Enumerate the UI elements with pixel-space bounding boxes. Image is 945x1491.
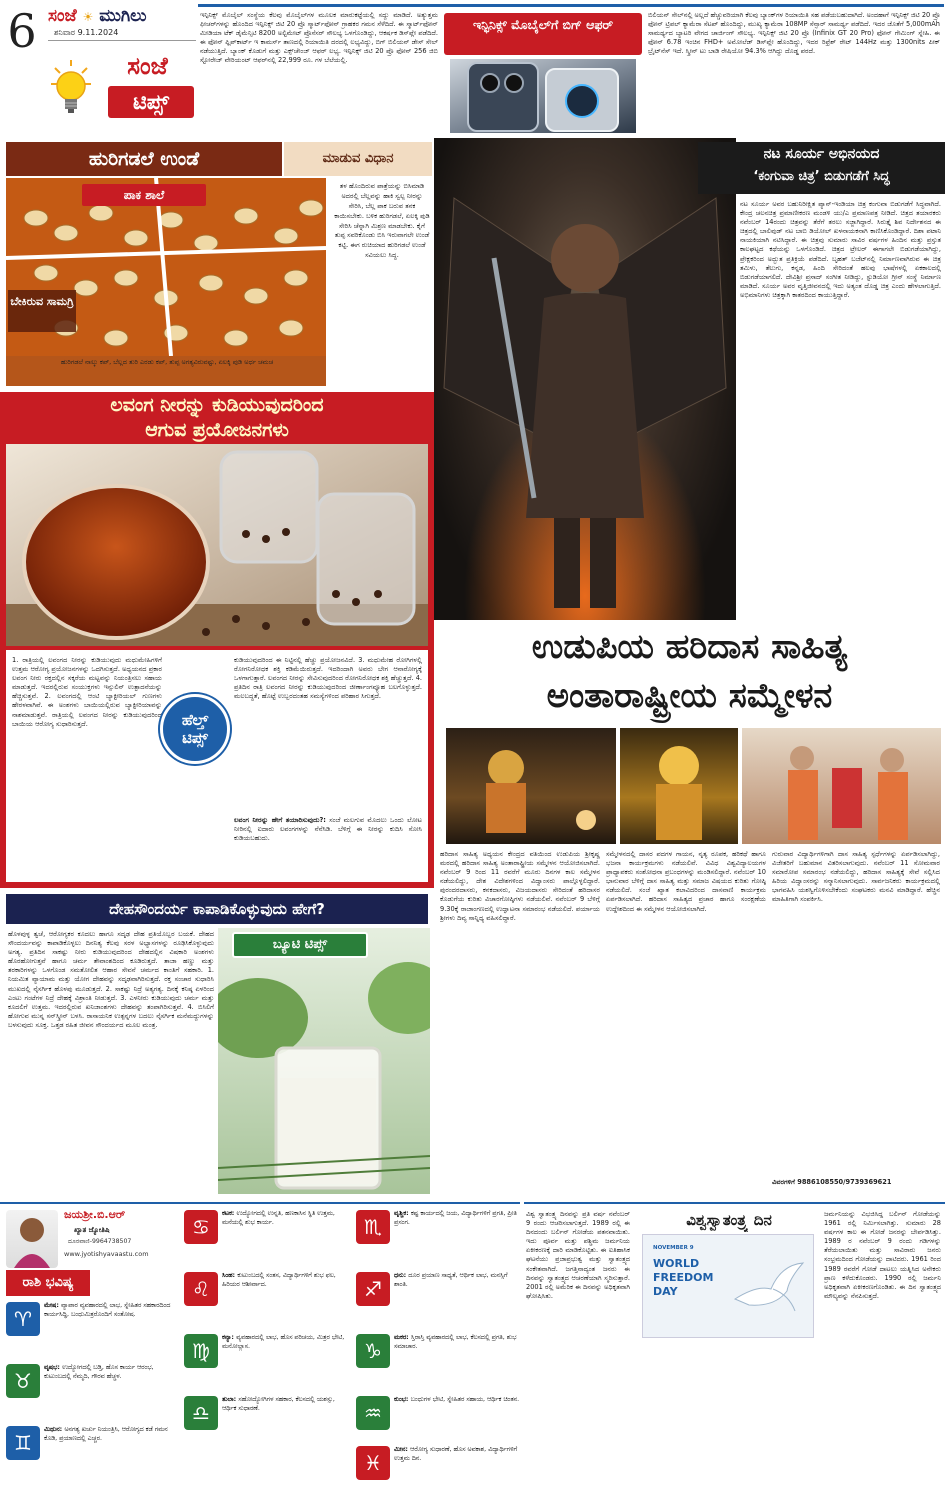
- zodiac-text: [222, 1334, 350, 1388]
- freedom-card-line4: DAY: [653, 1285, 678, 1298]
- recipe-badge-text: ಪಾಕ ಶಾಲೆ: [123, 188, 165, 202]
- ingredients-label: ಬೇಕಿರುವ ಸಾಮಗ್ರಿ: [10, 295, 74, 308]
- coconut-water-photo: [218, 928, 430, 1194]
- kanguva-text: ನಟ ಸೂರ್ಯ ಅವರ ಬಹುನಿರೀಕ್ಷಿತ ಪ್ಯಾನ್-ಇಂಡಿಯಾ ಚಿತ್ರ ಕಂಗುವಾ ಬಿಡುಗಡೆಗೆ ಸಿದ್ಧವಾಗಿದೆ. ಕೇಂದ್ರ ಚಲನಚಿತ್ರ ಪ್ರಮಾಣೀಕರಣ ಮಂಡಳಿ ಯು/ಎ ಪ್ರಮಾಣಪತ್ರ ನೀಡಿದೆ. ಚಿತ್ರದ ತಯಾರಕರು ನವೆಂಬರ್ 14ರಂದು ಚಿತ್ರವನ್ನು ತೆರೆಗೆ ತರಲು ಸಜ್ಜಾಗಿದ್ದಾರೆ. ಸಿರುತ್ತೈ ಶಿವ ನಿರ್ದೇಶನದ ಈ ಚಿತ್ರದಲ್ಲಿ ಬಾಲಿವುಡ್ ನಟ ಬಾಬಿ ಡಿಯೋಲ್ ಖಳನಾಯಕನಾಗಿ ಕಾಣಿಸಿಕೊಂಡಿದ್ದಾರೆ. ದಿಶಾ ಪಟಾನಿ ನಾಯಕಿಯಾಗಿ ನಟಿಸಿದ್ದಾರೆ. ಈ ಚಿತ್ರವು ಸುಮಾರು ಸಾವಿರ ವರ್ಷಗಳ ಹಿಂದಿನ ಮತ್ತು ಪ್ರಸ್ತುತ ಕಾಲಘಟ್ಟದ ಕಥೆಯನ್ನು ಒಳಗೊಂಡಿದೆ. ಚಿತ್ರದ ಟ್ರೇಲರ್ ಈಗಾಗಲೇ ಬಿಡುಗಡೆಯಾಗಿದ್ದು, ಪ್ರೇಕ್ಷಕರಿಂದ ಅದ್ಭುತ ಪ್ರತಿಕ್ರಿಯೆ ಪಡೆದಿದೆ. ಬೃಹತ್ ಬಜೆಟ್‌ನಲ್ಲಿ ನಿರ್ಮಾಣವಾಗಿರುವ ಈ ಚಿತ್ರ ತಮಿಳು, ತೆಲುಗು, ಕನ್ನಡ, ಹಿಂದಿ ಸೇರಿದಂತೆ ಹಲವು ಭಾಷೆಗಳಲ್ಲಿ ಏಕಕಾಲದಲ್ಲಿ ಬಿಡುಗಡೆಯಾಗಲಿದೆ. ದೇವಿಶ್ರೀ ಪ್ರಸಾದ್ ಸಂಗೀತ ನೀಡಿದ್ದು, ಸ್ಟುಡಿಯೋ ಗ್ರೀನ್ ಸಂಸ್ಥೆ ನಿರ್ಮಾಣ ಮಾಡಿದೆ. ಸೂರ್ಯ ಅವರ ವೃತ್ತಿಜೀವನದಲ್ಲಿ ಇದು ಅತ್ಯಂತ ದೊಡ್ಡ ಚಿತ್ರ ಎಂದು ಹೇಳಲಾಗುತ್ತಿದೆ. ಅಭಿಮಾನಿಗಳು ಚಿತ್ರಕ್ಕಾಗಿ ಕಾತರದಿಂದ ಕಾಯುತ್ತಿದ್ದಾರೆ.: [740, 200, 941, 299]
- zodiac-prediction: ಅನಗತ್ಯ ಖರ್ಚು ನಿಯಂತ್ರಿಸಿ, ಆರೋಗ್ಯದ ಕಡೆ ಗಮನ ಕೊಡಿ, ಪ್ರಯಾಣದಲ್ಲಿ ಎಚ್ಚರ.: [44, 1426, 168, 1442]
- beauty-article: [0, 892, 434, 1198]
- zodiac-name: ಧನು:: [394, 1272, 409, 1279]
- zodiac-prediction: ಆರೋಗ್ಯ ಸುಧಾರಣೆ, ಹೊಸ ಅವಕಾಶ, ವಿದ್ಯಾರ್ಥಿಗಳಿಗೆ ಉತ್ತಮ ದಿನ.: [394, 1446, 518, 1462]
- recipe-article: [0, 140, 434, 386]
- clove-how-to: [234, 816, 422, 878]
- udupi-headline: [434, 622, 945, 724]
- astrologer-phone: ದೂರವಾಣಿ-9964738507: [68, 1238, 132, 1245]
- zodiac-text: [394, 1396, 520, 1450]
- zodiac-prediction: ಕುಟುಂಬದಲ್ಲಿ ಸಂತಸ, ವಿದ್ಯಾರ್ಥಿಗಳಿಗೆ ಶುಭ ಫಲ, ಹಿರಿಯರ ಆಶೀರ್ವಾದ.: [222, 1272, 336, 1288]
- section-title: ಸಂಜೆ: [127, 52, 168, 80]
- recipe-badge: [82, 184, 206, 206]
- section-title-badge: [108, 86, 194, 118]
- masthead-rule: [48, 40, 196, 41]
- beauty-text: ಹೊಳಪುಳ್ಳ ತ್ವಚೆ, ಆರೋಗ್ಯಕರ ಕೂದಲು ಹಾಗೂ ಸದೃಢ ದೇಹ ಪ್ರತಿಯೊಬ್ಬರ ಬಯಕೆ. ದೇಹದ ಸೌಂದರ್ಯವನ್ನು ಕಾಪಾಡಿಕೊಳ್ಳಲು ದಿನನಿತ್ಯ ಕೆಲವು ಸರಳ ಅಭ್ಯಾಸಗಳನ್ನು ರೂಢಿಸಿಕೊಳ್ಳುವುದು ಅಗತ್ಯ. ಪ್ರತಿದಿನ ಸಾಕಷ್ಟು ನೀರು ಕುಡಿಯುವುದರಿಂದ ದೇಹದಲ್ಲಿನ ವಿಷಕಾರಿ ಅಂಶಗಳು ಹೊರಹೋಗುತ್ತವೆ ಹಾಗೂ ಚರ್ಮ ತೇವಾಂಶದಿಂದ ಕೂಡಿರುತ್ತದೆ. ತಾಜಾ ಹಣ್ಣು ಮತ್ತು ತರಕಾರಿಗಳನ್ನು ಒಳಗೊಂಡ ಸಮತೋಲಿತ ಆಹಾರ ಸೇವನೆ ಚರ್ಮದ ಕಾಂತಿಗೆ ಸಹಕಾರಿ. 1. ನಿಯಮಿತ ವ್ಯಾಯಾಮ ಮತ್ತು ಯೋಗ ದೇಹವನ್ನು ಸದೃಢವಾಗಿರಿಸುತ್ತದೆ. ರಕ್ತ ಸಂಚಾರ ಸುಧಾರಿಸಿ ಮುಖದಲ್ಲಿ ನೈಸರ್ಗಿಕ ಹೊಳಪು ಮೂಡುತ್ತದೆ. 2. ಸಾಕಷ್ಟು ನಿದ್ರೆ ಅತ್ಯಗತ್ಯ. ದಿನಕ್ಕೆ ಕನಿಷ್ಠ ಏಳರಿಂದ ಎಂಟು ಗಂಟೆಗಳ ನಿದ್ರೆ ದೇಹಕ್ಕೆ ವಿಶ್ರಾಂತಿ ನೀಡುತ್ತದೆ. 3. ಎಳನೀರು ಕುಡಿಯುವುದು ಚರ್ಮ ಮತ್ತು ಕೂದಲಿಗೆ ಉತ್ತಮ. ಇದರಲ್ಲಿರುವ ಖನಿಜಾಂಶಗಳು ದೇಹವನ್ನು ತಂಪಾಗಿರಿಸುತ್ತವೆ. 4. ಬಿಸಿಲಿಗೆ ಹೋಗುವ ಮುನ್ನ ಸನ್‌ಸ್ಕ್ರೀನ್ ಬಳಸಿ. ರಾಸಾಯನಿಕ ಉತ್ಪನ್ನಗಳ ಬದಲು ನೈಸರ್ಗಿಕ ಮನೆಮದ್ದುಗಳನ್ನು ಬಳಸುವುದು ಸೂಕ್ತ. ಒತ್ತಡ ರಹಿತ ಜೀವನ ಸೌಂದರ್ಯದ ಮೂಲ ಮಂತ್ರ.: [8, 930, 214, 1029]
- issue-date: ಶನಿವಾರ 9.11.2024: [54, 28, 119, 37]
- zodiac-sign-row: [184, 1208, 352, 1266]
- kanguva-article: [434, 138, 945, 620]
- zodiac-name: ಕುಂಭ:: [394, 1396, 411, 1403]
- zodiac-name: ಮೀನ:: [394, 1446, 411, 1453]
- phone-image: [450, 59, 636, 133]
- zodiac-prediction: ವ್ಯಾಪಾರ ವ್ಯವಹಾರದಲ್ಲಿ ಲಾಭ, ಸ್ನೇಹಿತರ ಸಹಕಾರದಿಂದ ಕಾರ್ಯಸಿದ್ಧಿ, ಬಂಧುಮಿತ್ರರೊಂದಿಗೆ ಸಂತೋಷ.: [44, 1302, 171, 1318]
- udupi-col1: ಹರಿದಾಸ ಸಾಹಿತ್ಯ ಅಧ್ಯಯನ ಕೇಂದ್ರದ ವತಿಯಿಂದ ಉಡುಪಿಯ ಶ್ರೀಕೃಷ್ಣ ಮಠದಲ್ಲಿ ಹರಿದಾಸ ಸಾಹಿತ್ಯ ಅಂತಾರಾಷ್ಟ್ರೀಯ ಸಮ್ಮೇಳನ ಆಯೋಜಿಸಲಾಗಿದೆ. ನವೆಂಬರ್ 9 ರಿಂದ 11 ರವರೆಗೆ ಮೂರು ದಿನಗಳ ಕಾಲ ಸಮ್ಮೇಳನ ನಡೆಯಲಿದ್ದು, ದೇಶ ವಿದೇಶಗಳಿಂದ ವಿದ್ವಾಂಸರು ಪಾಲ್ಗೊಳ್ಳಲಿದ್ದಾರೆ. ಪುರಂದರದಾಸರು, ಕನಕದಾಸರು, ವಿಜಯದಾಸರು ಸೇರಿದಂತೆ ಹರಿದಾಸರ ಕೊಡುಗೆಯ ಕುರಿತು ವಿಚಾರಗೋಷ್ಠಿಗಳು ನಡೆಯಲಿವೆ. ನವೆಂಬರ್ 9 ಬೆಳಿಗ್ಗೆ 9.30ಕ್ಕೆ ರಾಜಾಂಗಣದಲ್ಲಿ ಉದ್ಘಾಟನಾ ಸಮಾರಂಭ ನಡೆಯಲಿದೆ. ಪರ್ಯಾಯ ಶ್ರೀಗಳು ದಿವ್ಯ ಸಾನ್ನಿಧ್ಯ ವಹಿಸಲಿದ್ದಾರೆ.: [440, 850, 600, 922]
- recipe-ingredients: ಹುರಿಗಡಲೆ ನಾಲ್ಕು ಕಪ್, ಬೆಲ್ಲದ ತುರಿ ಎರಡು ಕಪ್, ತುಪ್ಪ ಅಗತ್ಯವಿರುವಷ್ಟು, ಏಲಕ್ಕಿ ಪುಡಿ ಅರ್ಧ ಚಮಚ: [60, 358, 274, 366]
- zodiac-prediction: ಉದ್ಯೋಗದಲ್ಲಿ ಉನ್ನತಿ, ಹಣಕಾಸಿನ ಸ್ಥಿತಿ ಉತ್ತಮ, ಮನೆಯಲ್ಲಿ ಶುಭ ಕಾರ್ಯ.: [222, 1210, 335, 1226]
- zodiac-sign-row: [184, 1270, 352, 1328]
- health-tips-line1: ಹೆಲ್ತ್: [181, 711, 209, 729]
- infinix-right-text: ಬಿಲಿಯನ್ ಸೇಲ್‌ನಲ್ಲಿ ಅಲ್ಲದೆ ಹೆಚ್ಚುವರಿಯಾಗಿ ಕೆಲವು ಬ್ಯಾಂಕ್‌ಗಳ ರಿಯಾಯಿತಿ ಸಹ ಪಡೆಯಬಹುದಾಗಿದೆ. ಅಂದಹಾಗೆ ಇನ್ಫಿನಿಕ್ಸ್ ಜಿಟಿ 20 ಪ್ರೊ ಫೋನ್ ಟ್ರಿಪಲ್ ಕ್ಯಾಮೆರಾ ಸೆಟಪ್ ಹೊಂದಿದ್ದು, ಮುಖ್ಯ ಕ್ಯಾಮೆರಾ 108MP ಸೆನ್ಸಾರ್ ಸಾಮರ್ಥ್ಯ ಪಡೆದಿದೆ. ಇದರ ಜೊತೆಗೆ 5,000mAh ಸಾಮರ್ಥ್ಯದ ಬ್ಯಾಟರಿ ವೇಗದ ಚಾರ್ಜಿಂಗ್ ಸೌಲಭ್ಯ. ಇನ್ಫಿನಿಕ್ಸ್ ಜಿಟಿ 20 ಪ್ರೊ (Infinix GT 20 Pro) ಫೋನ್ ಗೇಮಿಂಗ್ ಸ್ನೇಹಿ. ಈ ಫೋನ್ 6.78 ಇಂಚಿನ FHD+ ಅಮೋಲೆಡ್ ಡಿಸ್‌ಪ್ಲೇ ಹೊಂದಿದ್ದು, ಇದರ ರಿಫ್ರೆಶ್ ರೇಟ್ 144Hz ಮತ್ತು 1300nits ಪೀಕ್ ಬ್ರೈಟ್‌ನೆಸ್ ಇದೆ. ಸ್ಕ್ರೀನ್ ಟು ಬಾಡಿ ರೇಷಿಯೋ 94.3% ಆಗಿದ್ದು ದೊಡ್ಡ ಪರದೆ.: [648, 11, 940, 56]
- zodiac-prediction: ಉದ್ಯೋಗದಲ್ಲಿ ಬಡ್ತಿ, ಹೊಸ ಕಾರ್ಯ ಆರಂಭ, ಕುಟುಂಬದಲ್ಲಿ ನೆಮ್ಮದಿ, ಗೌರವ ಹೆಚ್ಚಳ.: [44, 1364, 154, 1380]
- kanguva-headline-box: [698, 142, 945, 194]
- clove-how-to-label: ಲವಂಗ ನೀರನ್ನು ಹೇಗೆ ತಯಾರಿಸುವುದು?:: [234, 816, 326, 824]
- udupi-photo-1: [446, 728, 616, 844]
- zodiac-name: ವೃಶ್ಚಿಕ:: [394, 1210, 411, 1217]
- freedom-card-line3: FREEDOM: [653, 1271, 714, 1284]
- zodiac-text: [44, 1302, 176, 1356]
- udupi-photo-3: [742, 728, 941, 844]
- astrologer-website: www.jyotishyavaastu.com: [64, 1250, 149, 1258]
- section-title-2: ಟಿಪ್ಸ್: [133, 90, 169, 114]
- freedom-card-line2: WORLD: [653, 1257, 700, 1270]
- clove-headline-line1: ಲವಂಗ ನೀರನ್ನು ಕುಡಿಯುವುದರಿಂದ: [110, 394, 324, 416]
- clove-photo: [6, 444, 428, 646]
- freedom-article: [524, 1202, 945, 1491]
- zodiac-text: [394, 1272, 520, 1326]
- freedom-card: [642, 1234, 814, 1338]
- clove-col1: 1. ರಾತ್ರಿಯಲ್ಲಿ ಲವಂಗದ ನೀರನ್ನು ಕುಡಿಯುವುದು ಮಧುಮೇಹಿಗಳಿಗೆ ಉತ್ತಮ ಆರೋಗ್ಯ ಪ್ರಯೋಜನಗಳನ್ನು ಒದಗಿಸುತ್ತದೆ. ಅಧ್ಯಯನದ ಪ್ರಕಾರ ಲವಂಗ ನೀರು ರಕ್ತದಲ್ಲಿನ ಸಕ್ಕರೆಯ ಮಟ್ಟವನ್ನು ನಿಯಂತ್ರಿಸಲು ಸಹಾಯ ಮಾಡುತ್ತದೆ. ಇದರಲ್ಲಿರುವ ಸಂಯುಕ್ತಗಳು ಇನ್ಸುಲಿನ್ ಉತ್ಪಾದನೆಯನ್ನು ಹೆಚ್ಚಿಸುತ್ತವೆ. 2. ಲವಂಗದಲ್ಲಿ ಆಂಟಿ ಬ್ಯಾಕ್ಟೀರಿಯಲ್ ಗುಣಗಳು ಹೇರಳವಾಗಿವೆ. ಈ ಅಂಶಗಳು ಬಾಯಿಯಲ್ಲಿರುವ ಬ್ಯಾಕ್ಟೀರಿಯಾವನ್ನು ನಾಶಮಾಡುತ್ತವೆ. ರಾತ್ರಿಯಲ್ಲಿ ಲವಂಗದ ನೀರನ್ನು ಕುಡಿಯುವುದರಿಂದ ಬಾಯಿಯ ಆರೋಗ್ಯ ಸುಧಾರಿಸುತ್ತದೆ.: [12, 656, 162, 728]
- udupi-headline-line2: ಅಂತಾರಾಷ್ಟ್ರೀಯ ಸಮ್ಮೇಳನ: [546, 676, 833, 716]
- astrology-section: [0, 1202, 520, 1491]
- zodiac-sign-row: [6, 1424, 178, 1482]
- beauty-tips-badge: [232, 932, 368, 958]
- udupi-col2: ಸಮ್ಮೇಳನದಲ್ಲಿ ದಾಸರ ಪದಗಳ ಗಾಯನ, ನೃತ್ಯ ರೂಪಕ, ಹರಿಕಥೆ ಹಾಗೂ ಭಜನಾ ಕಾರ್ಯಕ್ರಮಗಳು ನಡೆಯಲಿವೆ. ವಿವಿಧ ವಿಶ್ವವಿದ್ಯಾಲಯಗಳ ಪ್ರಾಧ್ಯಾಪಕರು ಸಂಶೋಧನಾ ಪ್ರಬಂಧಗಳನ್ನು ಮಂಡಿಸಲಿದ್ದಾರೆ. ನವೆಂಬರ್ 10 ಭಾನುವಾರ ಬೆಳಿಗ್ಗೆ ದಾಸ ಸಾಹಿತ್ಯ ಮತ್ತು ಸಮಾಜ ವಿಷಯದ ಕುರಿತು ಗೋಷ್ಠಿ ನಡೆಯಲಿದೆ. ಸಂಜೆ ಖ್ಯಾತ ಕಲಾವಿದರಿಂದ ದಾಸವಾಣಿ ಕಾರ್ಯಕ್ರಮ ಏರ್ಪಡಿಸಲಾಗಿದೆ. ಹರಿದಾಸ ಸಾಹಿತ್ಯದ ಪ್ರಚಾರ ಹಾಗೂ ಸಂರಕ್ಷಣೆಯ ಉದ್ದೇಶದಿಂದ ಈ ಸಮ್ಮೇಳನ ಆಯೋಜಿಸಲಾಗಿದೆ.: [606, 850, 766, 913]
- zodiac-icon: ♓: [356, 1446, 390, 1480]
- zodiac-text: [394, 1210, 520, 1264]
- zodiac-text: [44, 1364, 176, 1418]
- zodiac-prediction: ವ್ಯವಹಾರದಲ್ಲಿ ಲಾಭ, ಹೊಸ ಪರಿಚಯ, ಮಿತ್ರರ ಭೇಟಿ, ಮನೋಲ್ಲಾಸ.: [222, 1334, 345, 1350]
- zodiac-name: ಮಿಥುನ:: [44, 1426, 65, 1433]
- zodiac-prediction: ಸ್ತಿರಾಸ್ತಿ ವ್ಯವಹಾರದಲ್ಲಿ ಲಾಭ, ಕೆಲಸದಲ್ಲಿ ಪ್ರಗತಿ, ಶುಭ ಸಮಾಚಾರ.: [394, 1334, 517, 1350]
- horoscope-grid: [0, 1204, 520, 1491]
- udupi-col3: ಗುರುವಾರ ವಿದ್ಯಾರ್ಥಿಗಳಿಗಾಗಿ ದಾಸ ಸಾಹಿತ್ಯ ಸ್ಪರ್ಧೆಗಳನ್ನು ಏರ್ಪಡಿಸಲಾಗಿದ್ದು, ವಿಜೇತರಿಗೆ ಬಹುಮಾನ ವಿತರಿಸಲಾಗುವುದು. ನವೆಂಬರ್ 11 ಸೋಮವಾರ ಸಮಾರೋಪ ಸಮಾರಂಭ ನಡೆಯಲಿದ್ದು, ಹರಿದಾಸ ಸಾಹಿತ್ಯಕ್ಕೆ ಸೇವೆ ಸಲ್ಲಿಸಿದ ಹಿರಿಯ ವಿದ್ವಾಂಸರನ್ನು ಸನ್ಮಾನಿಸಲಾಗುವುದು. ಸಾರ್ವಜನಿಕರು ಕಾರ್ಯಕ್ರಮದಲ್ಲಿ ಭಾಗವಹಿಸಿ ಯಶಸ್ವಿಗೊಳಿಸಬೇಕೆಂದು ಸಂಘಟಕರು ಮನವಿ ಮಾಡಿದ್ದಾರೆ. ಹೆಚ್ಚಿನ ಮಾಹಿತಿಗಾಗಿ ಸಂಪರ್ಕಿಸಿ.: [772, 850, 940, 904]
- zodiac-sign-row: [6, 1300, 178, 1358]
- udupi-photo-2: [620, 728, 738, 844]
- astrologer-title: ಖ್ಯಾತ ಜ್ಯೋತಿಷಿ: [74, 1226, 110, 1234]
- zodiac-text: [222, 1210, 350, 1264]
- zodiac-sign-row: [184, 1332, 352, 1390]
- beauty-headline-box: [6, 894, 428, 924]
- zodiac-icon: ♏: [356, 1210, 390, 1244]
- health-tips-line2: ಟಿಪ್ಸ್: [182, 729, 208, 747]
- freedom-col1: ವಿಶ್ವ ಸ್ವಾತಂತ್ರ್ಯ ದಿನವನ್ನು ಪ್ರತಿ ವರ್ಷ ನವೆಂಬರ್ 9 ರಂದು ಆಚರಿಸಲಾಗುತ್ತದೆ. 1989 ರಲ್ಲಿ ಈ ದಿನದಂದು ಬರ್ಲಿನ್ ಗೋಡೆಯ ಪತನವಾಯಿತು. ಇದು ಪೂರ್ವ ಮತ್ತು ಪಶ್ಚಿಮ ಜರ್ಮನಿಯ ಏಕೀಕರಣಕ್ಕೆ ದಾರಿ ಮಾಡಿಕೊಟ್ಟಿತು. ಈ ಐತಿಹಾಸಿಕ ಘಟನೆಯು ಪ್ರಜಾಪ್ರಭುತ್ವ ಮತ್ತು ಸ್ವಾತಂತ್ರ್ಯದ ಸಂಕೇತವಾಗಿದೆ. ಜಗತ್ತಿನಾದ್ಯಂತ ಜನರು ಈ ದಿನವನ್ನು ಸ್ವಾತಂತ್ರ್ಯದ ಆಚರಣೆಯಾಗಿ ಸ್ಮರಿಸುತ್ತಾರೆ. 2001 ರಲ್ಲಿ ಅಮೆರಿಕ ಈ ದಿನವನ್ನು ಅಧಿಕೃತವಾಗಿ ಘೋಷಿಸಿತು.: [526, 1210, 630, 1300]
- zodiac-icon: ♌: [184, 1272, 218, 1306]
- zodiac-name: ಕನ್ಯಾ:: [222, 1334, 237, 1341]
- zodiac-icon: ♉: [6, 1364, 40, 1398]
- paper-name: [48, 6, 198, 28]
- recipe-method: ತಳ ಹೊಂದಿರುವ ಪಾತ್ರೆಯನ್ನು ಬಿಸಿಮಾಡಿ ಅದರಲ್ಲಿ ಬೆಲ್ಲವನ್ನು ಹಾಕಿ ಸ್ವಲ್ಪ ನೀರನ್ನು ಸೇರಿಸಿ, ಬೆಲ್ಲ ಪಾಕ ಬರುವ ತನಕ ಕಾಯಿಸಬೇಕು. ಬಳಿಕ ಹುರಿಗಡಲೆ, ಏಲಕ್ಕಿ ಪುಡಿ ಸೇರಿಸಿ ಚೆನ್ನಾಗಿ ಮಿಶ್ರಣ ಮಾಡಬೇಕು. ಕೈಗೆ ತುಪ್ಪ ಸವರಿಕೊಂಡು ಬಿಸಿ ಇರುವಾಗಲೇ ಉಂಡೆ ಕಟ್ಟಿ. ಈಗ ರುಚಿಯಾದ ಹುರಿಗಡಲೆ ಉಂಡೆ ಸವಿಯಲು ಸಿದ್ಧ.: [334, 182, 430, 260]
- horoscope-title: ರಾಶಿ ಭವಿಷ್ಯ: [22, 1275, 74, 1290]
- zodiac-sign-row: [356, 1208, 520, 1266]
- clove-col2: ಕುಡಿಯುವುದರಿಂದ ಈ ನಿಟ್ಟಿನಲ್ಲಿ ಹೆಚ್ಚು ಪ್ರಯೋಜನವಿದೆ. 3. ಮಧುಮೇಹ ರೋಗಿಗಳಲ್ಲಿ ರೋಗನಿರೋಧಕ ಶಕ್ತಿ ಕಡಿಮೆಯಿರುತ್ತದೆ. ಇದರಿಂದಾಗಿ ಅವರು ಬೇಗ ಆನಾರೋಗ್ಯಕ್ಕೆ ಒಳಗಾಗುತ್ತಾರೆ. ಲವಂಗದ ನೀರನ್ನು ಸೇವಿಸುವುದರಿಂದ ರೋಗನಿರೋಧಕ ಶಕ್ತಿ ಹೆಚ್ಚುತ್ತದೆ. 4. ಪ್ರತಿದಿನ ರಾತ್ರಿ ಲವಂಗದ ನೀರನ್ನು ಕುಡಿಯುವುದರಿಂದ ಜೀರ್ಣಾಂಗವ್ಯೂಹ ಬಲಗೊಳ್ಳುತ್ತದೆ. ಮಲಬದ್ಧತೆ, ಹೊಟ್ಟೆ ಉಬ್ಬರದಂತಹ ಸಮಸ್ಯೆಗಳಿಂದ ಪರಿಹಾರ ಸಿಗುತ್ತದೆ.: [234, 656, 422, 701]
- clove-how-to-text: ಸಂಜೆ ಮಲಗುವ ಮೊದಲು ಒಂದು ಲೋಟ ನೀರಿನಲ್ಲಿ ಐದಾರು ಲವಂಗಗಳನ್ನು ನೆನೆಸಿಡಿ. ಬೆಳಿಗ್ಗೆ ಈ ನೀರನ್ನು ಕುದಿಸಿ ಸೋಸಿ ಕುಡಿಯಬಹುದು.: [234, 816, 422, 843]
- clove-headline: [0, 392, 434, 444]
- freedom-card-date: NOVEMBER 9: [653, 1245, 694, 1251]
- astrologer-name: ಜಯಶ್ರೀ.ಬಿ.ಆರ್: [64, 1208, 126, 1221]
- sun-icon: ☀: [82, 10, 94, 24]
- paper-name-part1: ಸಂಜೆ: [48, 6, 77, 26]
- zodiac-prediction: ಕಷ್ಟ ಕಾರ್ಯದಲ್ಲಿ ಜಯ, ವಿದ್ಯಾರ್ಥಿಗಳಿಗೆ ಪ್ರಗತಿ, ಪ್ರೀತಿ ಪ್ರಸಂಗ.: [394, 1210, 517, 1226]
- recipe-method-tag: [284, 142, 432, 176]
- zodiac-icon: ♍: [184, 1334, 218, 1368]
- health-tips-badge: [160, 694, 230, 764]
- zodiac-icon: ♒: [356, 1396, 390, 1430]
- infinix-left-text: ಇನ್ಫಿನಿಕ್ಸ್ ಮೊಬೈಲ್ ಸಂಸ್ಥೆಯ ಕೆಲವು ಮೊಬೈಲ್‌ಗಳ ಮೂಲಕ ಮಾರುಕಟ್ಟೆಯಲ್ಲಿ ಸದ್ದು ಮಾಡಿದೆ. ಅತ್ಯುತ್ತಮ ಫೀಚರ್‌ಗಳನ್ನು ಹೊಂದಿದ ಇನ್ಫಿನಿಕ್ಸ್ ಜಿಟಿ 20 ಪ್ರೊ ಸ್ಮಾರ್ಟ್‌ಫೋನ್ ಗ್ರಾಹಕರ ಗಮನ ಸೆಳೆದಿದೆ. ಈ ಸ್ಮಾರ್ಟ್‌ಫೋನ್ ಮೀಡಿಯಾ ಟೆಕ್ ಡೈಮೆನ್ಸಿಟಿ 8200 ಅಲ್ಟಿಮೇಟ್ ಪ್ರೊಸೆಸರ್ ಸೌಲಭ್ಯ ಒಳಗೊಂಡಿದ್ದು, ಆಕರ್ಷಕ ಡಿಸ್‌ಪ್ಲೇ ಪಡೆದಿದೆ. ಈ ಫೋನ್ ಫ್ಲಿಪ್‌ಕಾರ್ಟ್ ಇ ಕಾಮರ್ಸ್ ತಾಣದಲ್ಲಿ ರಿಯಾಯಿತಿ ದರದಲ್ಲಿ ಲಭ್ಯವಿದ್ದು, ಬಿಗ್ ಬಿಲಿಯನ್ ಡೇಸ್ ಸೇಲ್ ನಡೆಯುತ್ತಿದೆ. ಬ್ಯಾಂಕ್ ಕೊಡುಗೆ ಮತ್ತು ಎಕ್ಸ್‌ಚೇಂಜ್ ಆಫರ್ ಲಭ್ಯ. ಇನ್ಫಿನಿಕ್ಸ್ ಜಿಟಿ 20 ಪ್ರೊ ಫೋನ್ 256 ಜಿಬಿ ಸ್ಟೋರೇಜ್ ವೇರಿಯಂಟ್ ಆಫರ್‌ನಲ್ಲಿ 22,999 ರೂ. ಗಳ ಬೆಲೆಯಲ್ಲಿ.: [200, 11, 438, 65]
- kanguva-headline-line2: ‘ಕಂಗುವಾ ಚಿತ್ರ’ ಬಿಡುಗಡೆಗೆ ಸಿದ್ಧ: [753, 169, 890, 184]
- bulb-icon: [50, 58, 92, 118]
- clove-headline-line2: ಆಗುವ ಪ್ರಯೋಜನಗಳು: [145, 419, 289, 441]
- zodiac-prediction: ಸಹೋದ್ಯೋಗಿಗಳ ಸಹಕಾರ, ಕೆಲಸದಲ್ಲಿ ಯಶಸ್ಸು, ಆರ್ಥಿಕ ಸುಧಾರಣೆ.: [222, 1396, 335, 1412]
- recipe-headline: ಹುರಿಗಡಲೆ ಉಂಡೆ: [88, 148, 200, 170]
- zodiac-sign-row: [6, 1362, 178, 1420]
- freedom-article-body: [636, 1342, 828, 1491]
- udupi-article: [434, 622, 945, 1198]
- dove-icon: [729, 1255, 809, 1325]
- zodiac-sign-row: [184, 1394, 352, 1452]
- zodiac-icon: ♈: [6, 1302, 40, 1336]
- zodiac-name: ಮಕರ:: [394, 1334, 411, 1341]
- zodiac-text: [222, 1272, 350, 1326]
- zodiac-name: ತುಲಾ:: [222, 1396, 239, 1403]
- zodiac-icon: ♐: [356, 1272, 390, 1306]
- udupi-contact: ವಿವರಗಳಿಗೆ 9886108550/9739369621: [772, 1178, 892, 1186]
- zodiac-icon: ♎: [184, 1396, 218, 1430]
- udupi-headline-line1: ಉಡುಪಿಯ ಹರಿದಾಸ ಸಾಹಿತ್ಯ: [531, 627, 848, 667]
- zodiac-name: ಮೇಷ:: [44, 1302, 62, 1309]
- page-number: 6: [7, 6, 37, 56]
- zodiac-name: ವೃಷಭ:: [44, 1364, 63, 1371]
- zodiac-sign-row: [356, 1444, 520, 1490]
- clove-article: [0, 392, 434, 888]
- ingredients-label-box: [8, 290, 76, 332]
- zodiac-text: [222, 1396, 350, 1450]
- kanguva-poster: [434, 138, 736, 620]
- zodiac-text: [44, 1426, 176, 1480]
- zodiac-icon: ♊: [6, 1426, 40, 1460]
- beauty-tips-badge-text: ಬ್ಯೂಟಿ ಟಿಪ್ಸ್: [272, 937, 328, 952]
- zodiac-text: [394, 1446, 520, 1490]
- zodiac-prediction: ದೂರ ಪ್ರಯಾಣ ಸಾಧ್ಯತೆ, ಆರ್ಥಿಕ ಲಾಭ, ಮನಸ್ಸಿಗೆ ಶಾಂತಿ.: [394, 1272, 508, 1288]
- zodiac-sign-row: [356, 1270, 520, 1328]
- beauty-headline: ದೇಹಸೌಂದರ್ಯ ಕಾಪಾಡಿಕೊಳ್ಳುವುದು ಹೇಗೆ?: [109, 900, 325, 918]
- infinix-headline: ಇನ್ಫಿನಿಕ್ಸ್ ಮೊಬೈಲ್‌ಗೆ ಬಿಗ್ ಆಫರ್: [472, 17, 614, 32]
- infinix-headline-box: [444, 13, 642, 55]
- infinix-article: [198, 4, 944, 134]
- zodiac-icon: ♑: [356, 1334, 390, 1368]
- zodiac-name: ಸಿಂಹ:: [222, 1272, 238, 1279]
- zodiac-sign-row: [356, 1332, 520, 1390]
- paper-name-part2: ಮುಗಿಲು: [99, 6, 147, 26]
- masthead: [0, 0, 200, 135]
- zodiac-prediction: ಬಂಧುಗಳ ಭೇಟಿ, ಸ್ನೇಹಿತರ ಸಹಾಯ, ಆರ್ಥಿಕ ಚಿಂತನ.: [410, 1396, 520, 1403]
- kanguva-headline-line1: ನಟ ಸೂರ್ಯ ಅಭಿನಯದ: [763, 146, 880, 162]
- recipe-headline-box: [6, 142, 282, 176]
- zodiac-icon: ♋: [184, 1210, 218, 1244]
- recipe-method-tag-text: ಮಾಡುವ ವಿಧಾನ: [322, 151, 394, 166]
- freedom-col2: ಜರ್ಮನಿಯನ್ನು ವಿಭಜಿಸಿದ್ದ ಬರ್ಲಿನ್ ಗೋಡೆಯನ್ನು 1961 ರಲ್ಲಿ ನಿರ್ಮಿಸಲಾಗಿತ್ತು. ಸುಮಾರು 28 ವರ್ಷಗಳ ಕಾಲ ಈ ಗೋಡೆ ಜನರನ್ನು ಬೇರ್ಪಡಿಸಿತ್ತು. 1989 ರ ನವೆಂಬರ್ 9 ರಂದು ಗಡಿಗಳನ್ನು ತೆರೆಯಲಾಯಿತು ಮತ್ತು ಸಾವಿರಾರು ಜನರು ಸಂಭ್ರಮದಿಂದ ಗೋಡೆಯನ್ನು ದಾಟಿದರು. 1961 ರಿಂದ 1989 ರವರೆಗೆ ಗೋಡೆ ದಾಟಲು ಯತ್ನಿಸಿದ ಅನೇಕರು ಪ್ರಾಣ ಕಳೆದುಕೊಂಡರು. 1990 ರಲ್ಲಿ ಜರ್ಮನಿ ಅಧಿಕೃತವಾಗಿ ಏಕೀಕರಣಗೊಂಡಿತು. ಈ ದಿನ ಸ್ವಾತಂತ್ರ್ಯದ ಮೌಲ್ಯವನ್ನು ನೆನಪಿಸುತ್ತದೆ.: [824, 1210, 941, 1300]
- zodiac-text: [394, 1334, 520, 1388]
- freedom-headline: ವಿಶ್ವಸ್ವಾತಂತ್ರ್ಯ ದಿನ: [686, 1211, 772, 1229]
- zodiac-name: ಕಟಕ:: [222, 1210, 237, 1217]
